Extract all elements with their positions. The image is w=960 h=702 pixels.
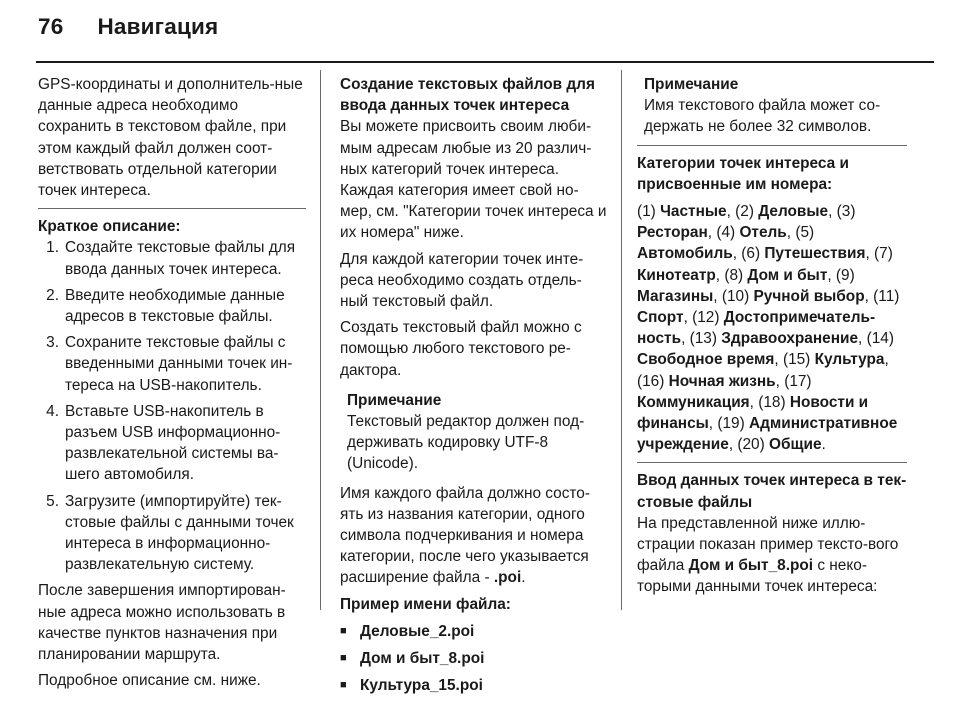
category-name: Спорт (637, 309, 684, 327)
category-name: Новости и финансы (637, 393, 869, 433)
category-name: Здравоохранение (721, 330, 859, 348)
list-item: 5. Загрузите (импортируйте) тек-стовые файлы с данными точек интереса в информационно-развлекательную систему. (46, 492, 294, 574)
category-name: Магазины (637, 287, 714, 305)
page-number: 76 (38, 14, 64, 39)
input-heading: Ввод данных точек интереса в тек-стовые файлы (637, 472, 907, 511)
category-number: (18) (758, 393, 786, 411)
category-number: (9) (835, 266, 855, 284)
list-item: ■ Дом и быт_8.poi (340, 648, 608, 669)
column-divider-2 (621, 70, 622, 610)
category-name: Административное учреждение (637, 415, 898, 454)
note-heading: Примечание (347, 391, 442, 409)
example-filename: Дом и быт_8.poi (688, 557, 814, 575)
category-number: (11) (873, 287, 900, 305)
category-name: Частные (660, 203, 727, 221)
extension-text: .poi (493, 569, 522, 587)
steps-list (38, 237, 306, 575)
category-number: (1) (637, 203, 656, 221)
category-name: Ручной выбор (753, 287, 865, 305)
category-number: (7) (874, 245, 893, 263)
list-item: 4. Вставьте USB-накопитель в разъем USB информационно-развлекательной системы ва-шего автомобиля. (46, 402, 281, 484)
after-import-paragraph: После завершения импортирован-ные адреса можно использовать в качестве пунктов назначения при планировании маршрута. (38, 582, 286, 664)
section-divider (38, 208, 306, 209)
category-name: Достопримечатель-ность (637, 309, 876, 348)
note-block (340, 390, 608, 475)
create-files-heading: Создание текстовых файлов для ввода данных точек интереса (340, 76, 595, 115)
category-name: Общие (769, 436, 822, 454)
category-name: Автомобиль (637, 245, 733, 263)
category-number: (10) (721, 287, 750, 305)
category-number: (12) (692, 309, 720, 327)
categories-heading: Категории точек интереса и присвоенные им номера: (637, 154, 849, 193)
bullet-square-icon: ■ (340, 652, 347, 665)
intro-paragraph: GPS-координаты и дополнитель-ные данные адреса необходимо сохранить в текстовом файле, при этом каждый файл должен соот-ветствовать отдельной категории точек интереса. (38, 76, 303, 200)
separate-file-paragraph: Для каждой категории точек инте-реса необходимо создать отдель-ный текстовый файл. (340, 250, 584, 311)
editor-paragraph: Создать текстовый файл можно с помощью любого текстового ре-дактора. (340, 319, 582, 379)
input-paragraph: На представленной ниже иллю-страции показан пример тексто-вого файла Дом и быт_8.poi с неко-торыми данными точек интереса: (637, 514, 899, 596)
category-name: Коммуникация (637, 393, 750, 411)
category-number: (15) (782, 351, 811, 369)
column-divider-1 (320, 70, 321, 610)
list-item: 2. Введите необходимые данные адресов в текстовые файлы. (46, 286, 285, 326)
filename-rule-paragraph: Имя каждого файла должно состо-ять из названия категории, одного символа подчеркивания и номера категории, после чего указывается расширение файла - .poi. (340, 484, 590, 587)
note-block (637, 74, 907, 138)
page-header (38, 14, 218, 54)
category-number: (8) (724, 266, 744, 284)
column-3 (637, 74, 907, 603)
category-name: Кинотеатр (637, 266, 716, 284)
category-number: (5) (795, 224, 815, 242)
category-name: Культура (814, 351, 885, 369)
header-divider (36, 61, 934, 63)
column-2 (340, 74, 608, 702)
section-divider (637, 462, 907, 463)
category-name: Дом и быт (747, 266, 828, 284)
category-name: Свободное время (637, 351, 775, 369)
category-number: (6) (741, 245, 761, 263)
list-item: ■ Деловые_2.poi (340, 621, 608, 642)
list-item: ■ Культура_15.poi (340, 675, 608, 696)
summary-heading: Краткое описание: (38, 218, 181, 236)
category-number: (19) (717, 415, 745, 433)
bullet-square-icon: ■ (340, 679, 347, 692)
section-divider (637, 145, 907, 146)
category-number: (14) (866, 330, 894, 348)
category-name: Деловые (758, 203, 829, 221)
category-number: (4) (716, 224, 736, 242)
categories-list: (1) Частные, (2) Деловые, (3) Ресторан, (4) Отель, (5) Автомобиль, (6) Путешествия, (7) Кинотеатр, (8) Дом и быт, (9) Магазины, (10) Ручной выбор, (11) Спорт, (12) Достопримечатель-ность, (13) Здравоохранение, (14) Свободное время, (15) Культура, (16) Ночная жизнь, (17) Коммуникация, (18) Новости и финансы, (19) Административное учреждение, (20) Общие. (637, 203, 900, 454)
category-name: Отель (739, 224, 787, 242)
bullet-square-icon: ■ (340, 624, 347, 637)
category-name: Ресторан (637, 224, 708, 242)
column-1 (38, 74, 306, 696)
note-text: Имя текстового файла может со-держать не более 32 символов. (644, 97, 881, 136)
page-title: Навигация (97, 14, 219, 39)
category-number: (17) (784, 372, 812, 390)
categories-paragraph: Вы можете присвоить своим люби-мым адресам любые из 20 различ-ных категорий точек интереса. Каждая категория имеет свой но-мер, см. "Категории точек интереса и их номера" ниже. (340, 118, 607, 242)
category-number: (20) (737, 436, 765, 454)
category-name: Ночная жизнь (668, 372, 776, 390)
see-below-paragraph: Подробное описание см. ниже. (38, 672, 261, 690)
category-number: (16) (637, 372, 665, 390)
list-item: 1. Создайте текстовые файлы для ввода данных точек интереса. (46, 239, 296, 278)
note-heading: Примечание (644, 76, 739, 93)
example-heading: Пример имени файла: (340, 595, 511, 613)
note-text: Текстовый редактор должен под-держивать кодировку UTF-8 (Unicode). (347, 413, 585, 473)
category-number: (3) (836, 203, 856, 221)
list-item: 3. Сохраните текстовые файлы с введенными данными точек ин-тереса на USB-накопитель. (46, 334, 293, 394)
category-name: Путешествия (764, 245, 866, 263)
category-number: (2) (735, 203, 754, 221)
category-number: (13) (689, 330, 717, 348)
example-list (340, 621, 608, 697)
